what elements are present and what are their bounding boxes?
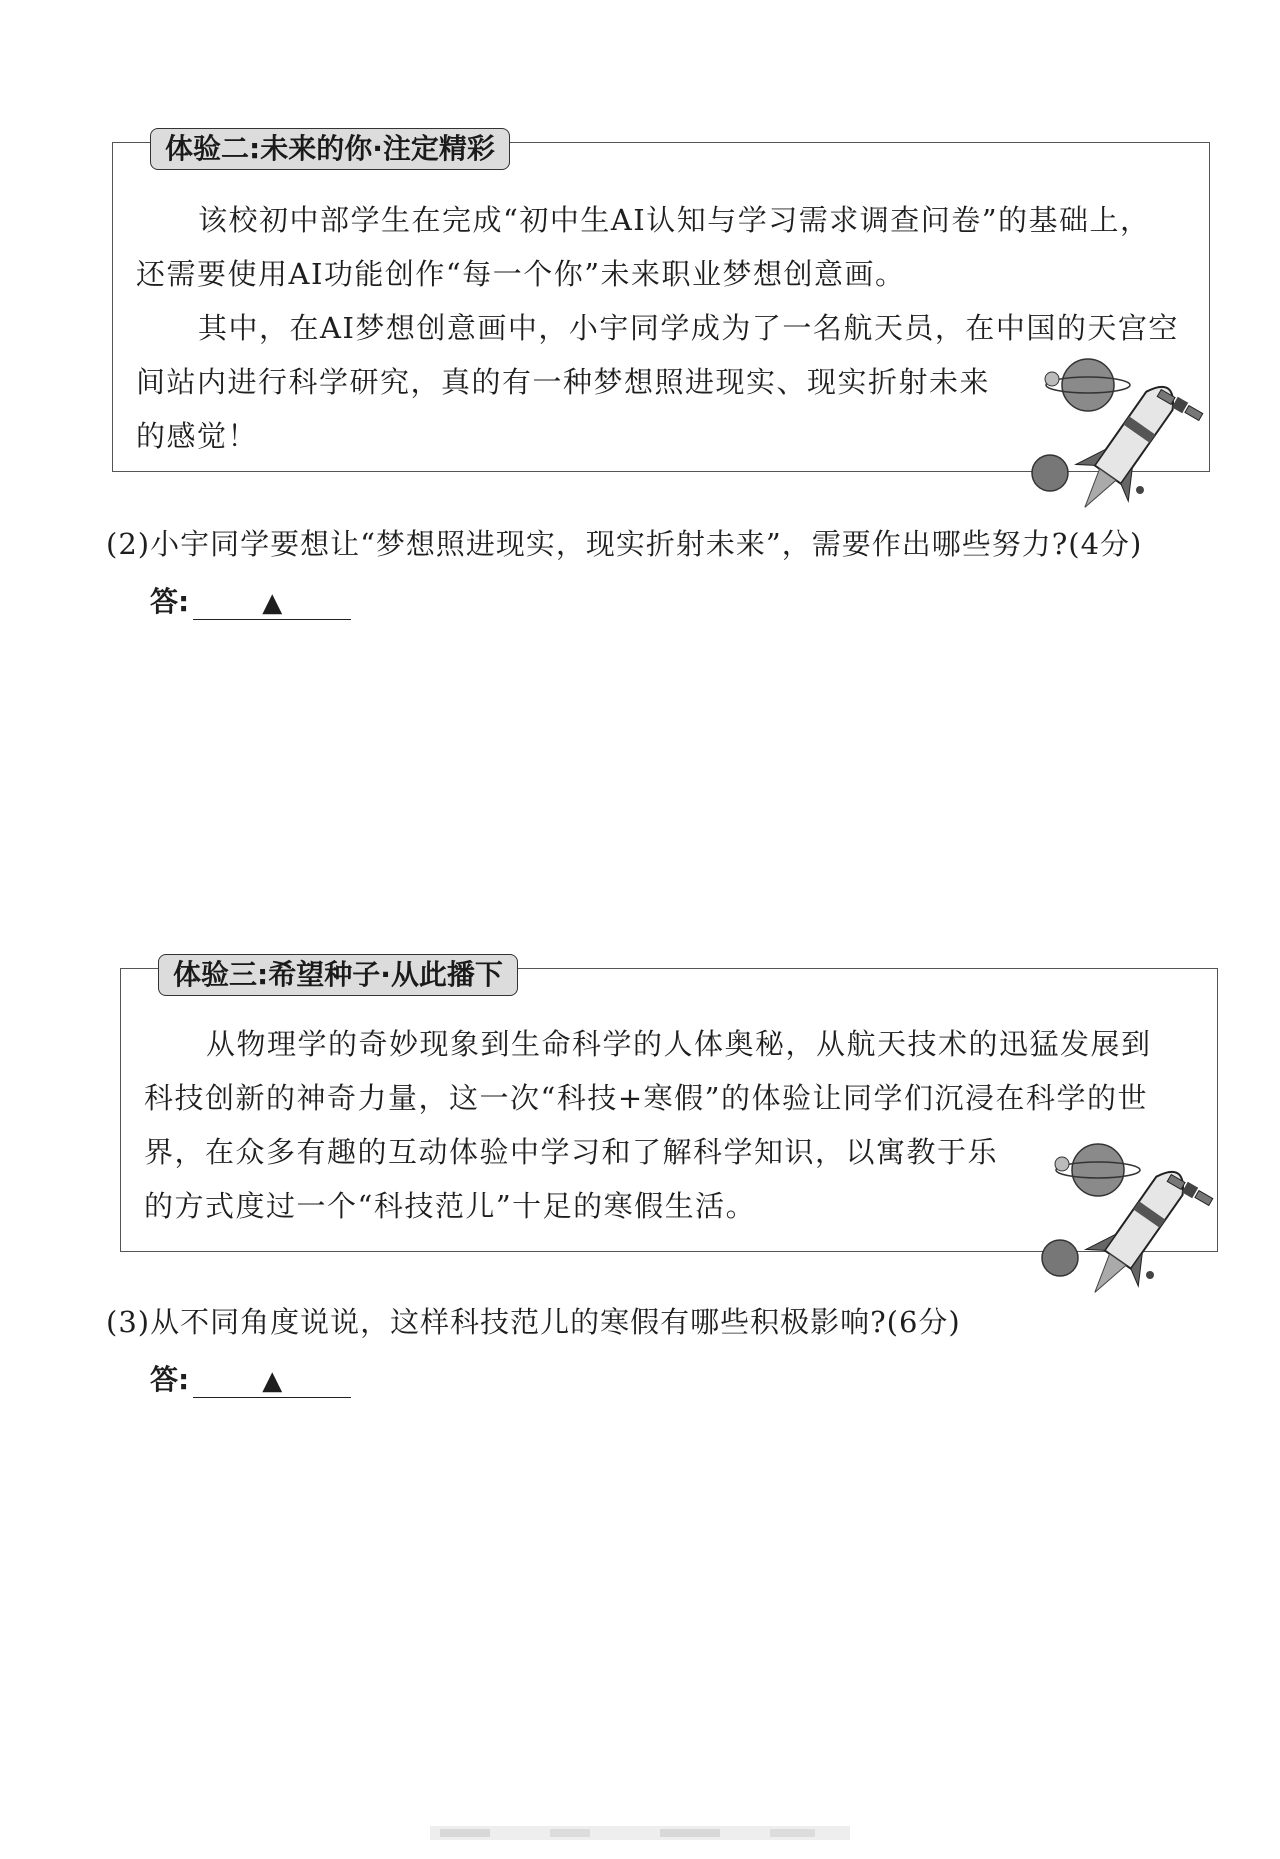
section2-title: 体验二:未来的你·注定精彩 <box>150 128 510 170</box>
answer-3-field[interactable]: ▲ <box>193 1365 351 1398</box>
page-footer-mark <box>430 1822 850 1846</box>
question-3: (3)从不同角度说说，这样科技范儿的寒假有哪些积极影响?(6分) <box>106 1305 961 1339</box>
answer-3-row <box>150 1358 351 1398</box>
rocket-illustration-icon <box>1040 1140 1240 1315</box>
answer-3-label: 答: <box>150 1363 190 1396</box>
answer-2-label: 答: <box>150 585 190 618</box>
section2-line-3: 其中，在AI梦想创意画中，小宇同学成为了一名航天员，在中国的天宫空 <box>198 311 1179 345</box>
section2-line-4: 间站内进行科学研究，真的有一种梦想照进现实、现实折射未来 <box>136 365 991 399</box>
section2-line-5: 的感觉！ <box>136 419 259 453</box>
rocket-illustration-icon <box>1030 355 1230 530</box>
section3-line-1: 从物理学的奇妙现象到生命科学的人体奥秘，从航天技术的迅猛发展到 <box>206 1027 1152 1061</box>
question-2: (2)小宇同学要想让“梦想照进现实，现实折射未来”，需要作出哪些努力?(4分) <box>106 527 1143 561</box>
section3-line-3: 界，在众多有趣的互动体验中学习和了解科学知识，以寓教于乐 <box>144 1135 999 1169</box>
section2-line-2: 还需要使用AI功能创作“每一个你”未来职业梦想创意画。 <box>136 257 906 291</box>
section3-line-4: 的方式度过一个“科技范儿”十足的寒假生活。 <box>144 1189 757 1223</box>
section3-title: 体验三:希望种子·从此播下 <box>158 954 518 996</box>
answer-2-row <box>150 580 351 620</box>
section3-line-2: 科技创新的神奇力量，这一次“科技+寒假”的体验让同学们沉浸在科学的世 <box>144 1081 1148 1115</box>
answer-2-field[interactable]: ▲ <box>193 587 351 620</box>
section2-line-1: 该校初中部学生在完成“初中生AI认知与学习需求调查问卷”的基础上， <box>198 203 1151 237</box>
